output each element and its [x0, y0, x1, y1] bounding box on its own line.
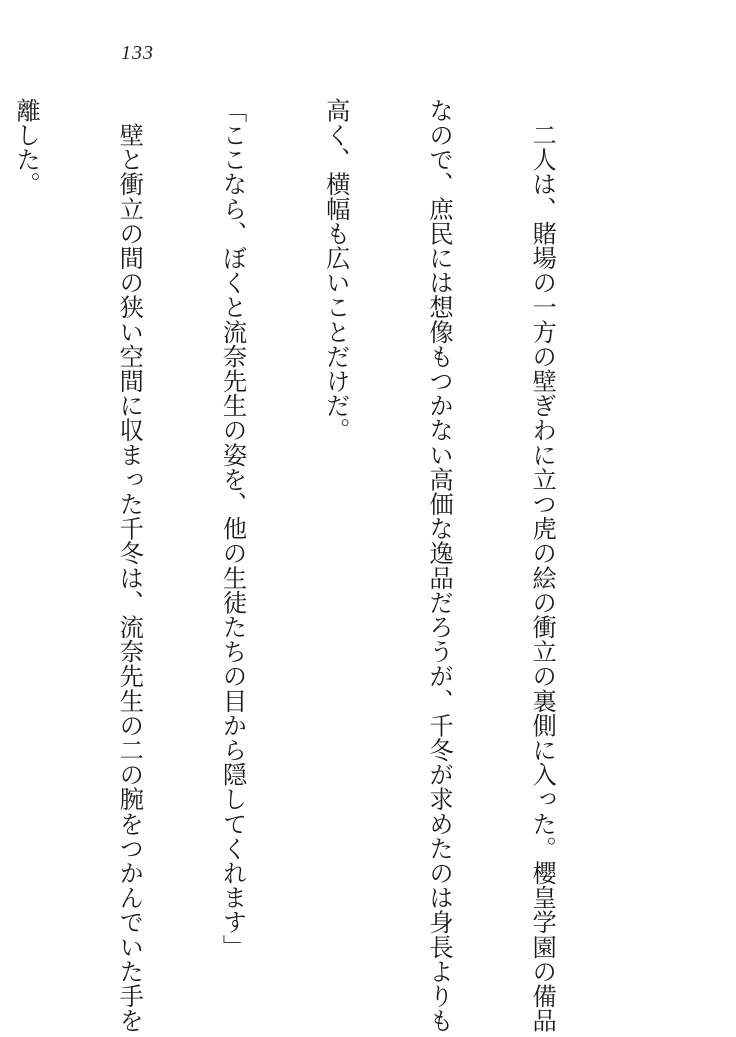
- text-line: 「ここなら、ぼくと流奈先生の姿を、他の生徒たちの目から隠してくれます」: [218, 98, 248, 959]
- vertical-text-body: [0, 98, 628, 1033]
- page-number: 133: [121, 42, 154, 64]
- text-line: 高く、横幅も広いことだけだ。: [321, 98, 351, 443]
- text-line: 二人は、賭場の一方の壁ぎわに立つ虎の絵の衝立の裏側に入った。櫻皇学園の備品: [528, 98, 558, 1033]
- text-line: なので、庶民には想像もつかない高価な逸品だろうが、千冬が求めたのは身長よりも: [424, 98, 454, 1033]
- text-line: 離した。: [12, 98, 42, 197]
- text-line: 壁と衝立の間の狭い空間に収まった千冬は、流奈先生の二の腕をつかんでいた手を: [115, 98, 145, 1033]
